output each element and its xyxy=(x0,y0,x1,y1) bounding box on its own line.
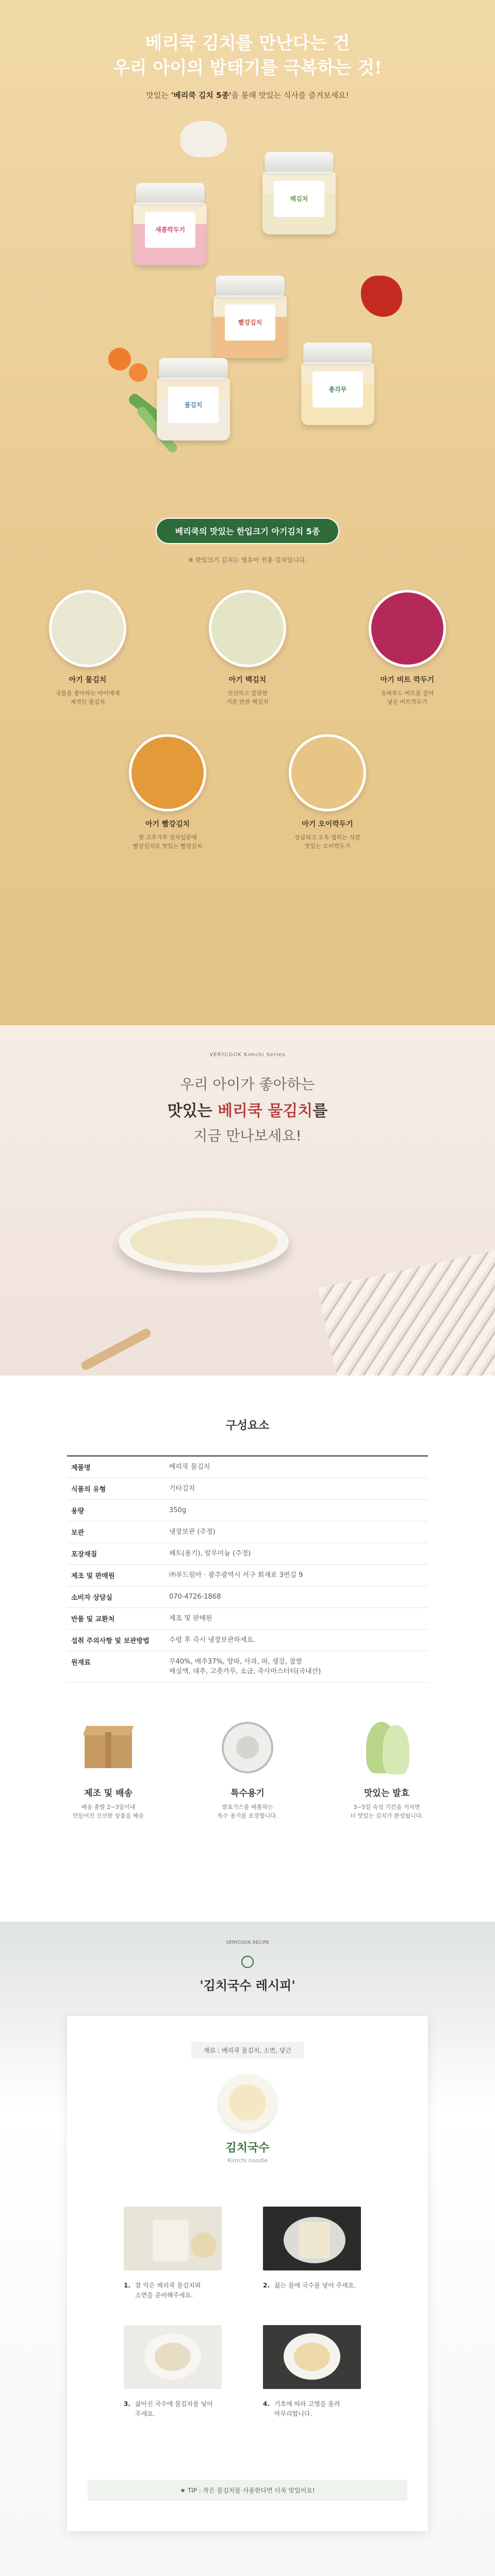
cabbage-icon xyxy=(351,1717,423,1778)
kimchi-item xyxy=(356,590,459,706)
spec-row xyxy=(67,1586,428,1608)
step-desc: 끓는 물에 국수를 넣어 주세요. xyxy=(274,2282,356,2289)
jar-3 xyxy=(211,276,289,358)
step-desc: 잘 익은 베리쿡 물김치와 소면을 준비해주세요. xyxy=(135,2282,201,2299)
recipe-tip: ★ TIP : 작은 물김치를 사용한다면 더욱 맛있어요! xyxy=(88,2480,407,2501)
intro-line2-post: 를 xyxy=(312,1102,328,1120)
kimchi-item xyxy=(116,734,219,851)
hero-headline xyxy=(0,0,495,80)
step-desc: 삶아진 국수에 물김치를 넣어 주세요. xyxy=(135,2400,213,2417)
kimchi-desc: 첫 고추가루 김치입문에 빨강김치로 맛있는 빨강김치 xyxy=(133,834,203,850)
step-photo xyxy=(124,2207,222,2270)
step-number: 1. xyxy=(124,2282,130,2289)
jar-body xyxy=(213,295,287,358)
jar-label: 백김치 xyxy=(274,181,324,217)
spec-key: 반품 및 교환처 xyxy=(67,1608,165,1630)
kimchi-desc: 신선하고 깔끔한 기본 반찬 백김치 xyxy=(226,690,269,705)
cloth-decor xyxy=(318,1249,495,1376)
jar-lid xyxy=(265,152,334,174)
spec-key: 보관 xyxy=(67,1521,165,1543)
step-text xyxy=(124,2399,258,2419)
spec-key: 용량 xyxy=(67,1500,165,1521)
kimchi-name: 아기 비트 깍두기 xyxy=(380,676,435,684)
kimchi-desc: 국물을 좋아하는 아이에게 제격인 물김치 xyxy=(56,690,120,705)
recipe-ingredients: 재료 : 베리쿡 물김치, 소면, 당근 xyxy=(191,2042,304,2059)
intro-section xyxy=(0,1025,495,1376)
recipe-brand: VERYCOOK RECIPE xyxy=(226,1940,269,1945)
jar-5 xyxy=(299,343,376,425)
feature-title: 특수용기 xyxy=(230,1788,265,1799)
kimchi-name: 아기 물김치 xyxy=(69,676,107,684)
spec-value: 베리쿡 물김치 xyxy=(165,1456,428,1478)
jar-lid xyxy=(136,183,205,205)
container-icon xyxy=(211,1717,284,1778)
box-icon xyxy=(72,1717,144,1778)
spec-row xyxy=(67,1543,428,1565)
spec-key: 원재료 xyxy=(67,1651,165,1683)
intro-brand: VERYCOOK Kimchi Series xyxy=(209,1052,286,1058)
kimchi-name: 아기 백김치 xyxy=(228,676,267,684)
step-number: 2. xyxy=(263,2282,270,2289)
kimchi-noodle-photo xyxy=(219,2074,276,2131)
garlic-decor xyxy=(180,121,227,157)
kimchi-lineup xyxy=(36,590,459,878)
jar-label: 총각무 xyxy=(312,371,363,408)
kimchi-bowl-photo xyxy=(119,1211,289,1329)
dish-name-en: Kimchi noodle xyxy=(227,2157,268,2164)
spec-row xyxy=(67,1456,428,1478)
spec-row xyxy=(67,1630,428,1651)
kimchi-photo xyxy=(289,734,366,811)
jar-lid xyxy=(216,276,285,297)
dish-name: 김치국수 xyxy=(225,2142,270,2155)
jar-1 xyxy=(131,183,209,265)
spec-value: 냉장보관 (주정) xyxy=(165,1521,428,1543)
spec-key: 제조 및 판매원 xyxy=(67,1565,165,1586)
feature-desc: 배송 출발 2~3일이내 만들어진 신선한 상품을 배송 xyxy=(72,1804,144,1819)
feature-title: 맛있는 발효 xyxy=(364,1788,410,1799)
spec-row xyxy=(67,1608,428,1630)
step-text xyxy=(263,2281,397,2291)
jar-body xyxy=(157,378,230,440)
lineup-note: ※ 한입크기 김치는 영유아 전용 김치입니다. xyxy=(188,556,307,564)
step-photo xyxy=(263,2325,361,2389)
recipe-step xyxy=(124,2207,258,2300)
step-number: 3. xyxy=(124,2400,130,2408)
intro-line1: 우리 아이가 좋아하는 xyxy=(180,1076,315,1093)
spec-value: 제조 및 판매원 xyxy=(165,1608,428,1630)
recipe-section xyxy=(0,1922,495,2576)
jar-body xyxy=(134,202,207,265)
kimchi-name: 아기 오이깍두기 xyxy=(302,820,353,828)
spec-key: 제품명 xyxy=(67,1456,165,1478)
jar-4 xyxy=(155,358,232,440)
jar-label: 빨강김치 xyxy=(225,304,275,341)
hero-headline-line1: 베리쿡 김치를 만난다는 건 xyxy=(145,33,350,54)
kimchi-photo xyxy=(369,590,446,667)
hero-sub-post: 을 통해 맛있는 식사를 즐겨보세요! xyxy=(231,91,349,100)
recipe-card xyxy=(67,2016,428,2531)
kimchi-photo xyxy=(129,734,206,811)
carrot-decor xyxy=(108,348,131,370)
intro-line3: 지금 만나보세요! xyxy=(193,1127,302,1144)
step-desc: 기호에 따라 고명을 올려 마무리합니다. xyxy=(274,2400,340,2417)
spec-row xyxy=(67,1478,428,1500)
jar-lid xyxy=(159,358,228,380)
spec-value: 070-4726-1868 xyxy=(165,1586,428,1608)
spec-value: 무40%, 배추37%, 양파, 사과, 파, 생강, 찹쌀 매실액, 대추, 고춧가루, 소금, 죽사마스터티(국내산) xyxy=(165,1651,428,1683)
kimchi-item xyxy=(36,590,139,706)
spec-table xyxy=(67,1455,428,1683)
kimchi-photo xyxy=(49,590,126,667)
spec-value: ㈜푸드림아 · 광주광역시 서구 회재로 3번길 9 xyxy=(165,1565,428,1586)
spec-key: 섭취 주의사항 및 보관방법 xyxy=(67,1630,165,1651)
bowl-soup xyxy=(130,1218,277,1265)
spec-title: 구성요소 xyxy=(225,1419,270,1432)
spec-value: 수령 후 즉시 냉장보관하세요. xyxy=(165,1630,428,1651)
step-text xyxy=(124,2281,258,2300)
red-pepper-decor xyxy=(361,276,402,317)
spec-row xyxy=(67,1521,428,1543)
carrot-decor-2 xyxy=(129,363,147,382)
spec-key: 포장재질 xyxy=(67,1543,165,1565)
jar-label: 물김치 xyxy=(168,387,219,423)
step-number: 4. xyxy=(263,2400,270,2408)
spec-row xyxy=(67,1651,428,1683)
hero-section xyxy=(0,0,495,1025)
recipe-step xyxy=(124,2325,258,2419)
feature-item xyxy=(46,1717,170,1820)
step-text xyxy=(263,2399,397,2419)
hero-sub-bold: '베리쿡 김치 5종' xyxy=(171,91,232,100)
intro-line2 xyxy=(0,1098,495,1121)
spec-row xyxy=(67,1500,428,1521)
kimchi-desc: 슈퍼푸드 비트를 갈아 넣은 비트깍두기 xyxy=(381,690,434,705)
product-jar-stage xyxy=(0,121,495,513)
kimchi-item xyxy=(276,734,379,851)
spec-row xyxy=(67,1565,428,1586)
spec-section xyxy=(0,1376,495,1922)
spec-value: 페트(용기), 알루미늄 (주정) xyxy=(165,1543,428,1565)
jar-body xyxy=(301,362,374,425)
spec-key: 식품의 유형 xyxy=(67,1478,165,1500)
jar-2 xyxy=(260,152,338,234)
leaf-icon xyxy=(241,1956,254,1968)
kimchi-item xyxy=(196,590,299,706)
feature-desc: 발효가스를 배출하는 특수 용기를 포장합니다. xyxy=(217,1804,278,1819)
spec-key: 소비자 상담실 xyxy=(67,1586,165,1608)
recipe-step xyxy=(263,2207,397,2291)
jar-lid xyxy=(303,343,372,364)
kimchi-desc: 상큼하고 오독 씹히는 식감 맛있는 오이깍두기 xyxy=(294,834,360,850)
feature-item xyxy=(186,1717,309,1820)
jar-body xyxy=(262,172,336,234)
feature-title: 제조 및 배송 xyxy=(84,1788,133,1799)
recipe-step xyxy=(263,2325,397,2419)
feature-desc: 3~5일 숙성 기간을 거치면 더 맛있는 김치가 완성됩니다. xyxy=(350,1804,423,1819)
jar-label: 새콤깍두기 xyxy=(145,212,195,248)
spec-value: 350g xyxy=(165,1500,428,1521)
hero-subtitle xyxy=(0,90,495,100)
kimchi-photo xyxy=(209,590,286,667)
recipe-title: '김치국수 레시피' xyxy=(200,1978,295,1993)
hero-sub-pre: 맛있는 xyxy=(146,91,169,100)
step-photo xyxy=(263,2207,361,2270)
wooden-spoon-decor xyxy=(80,1327,153,1371)
spec-table-body xyxy=(67,1456,428,1683)
feature-row xyxy=(46,1717,449,1830)
feature-item xyxy=(325,1717,449,1820)
kimchi-name: 아기 빨강김치 xyxy=(145,820,190,828)
spec-value: 기타김치 xyxy=(165,1478,428,1500)
intro-line2-pre: 맛있는 xyxy=(167,1102,212,1120)
lineup-pill: 베리쿡의 맛있는 한입크기 아기김치 5종 xyxy=(156,518,340,544)
hero-headline-line2: 우리 아이의 밥태기를 극복하는 것! xyxy=(112,58,383,78)
step-photo xyxy=(124,2325,222,2389)
intro-line2-highlight: 베리쿡 물김치 xyxy=(218,1102,313,1120)
